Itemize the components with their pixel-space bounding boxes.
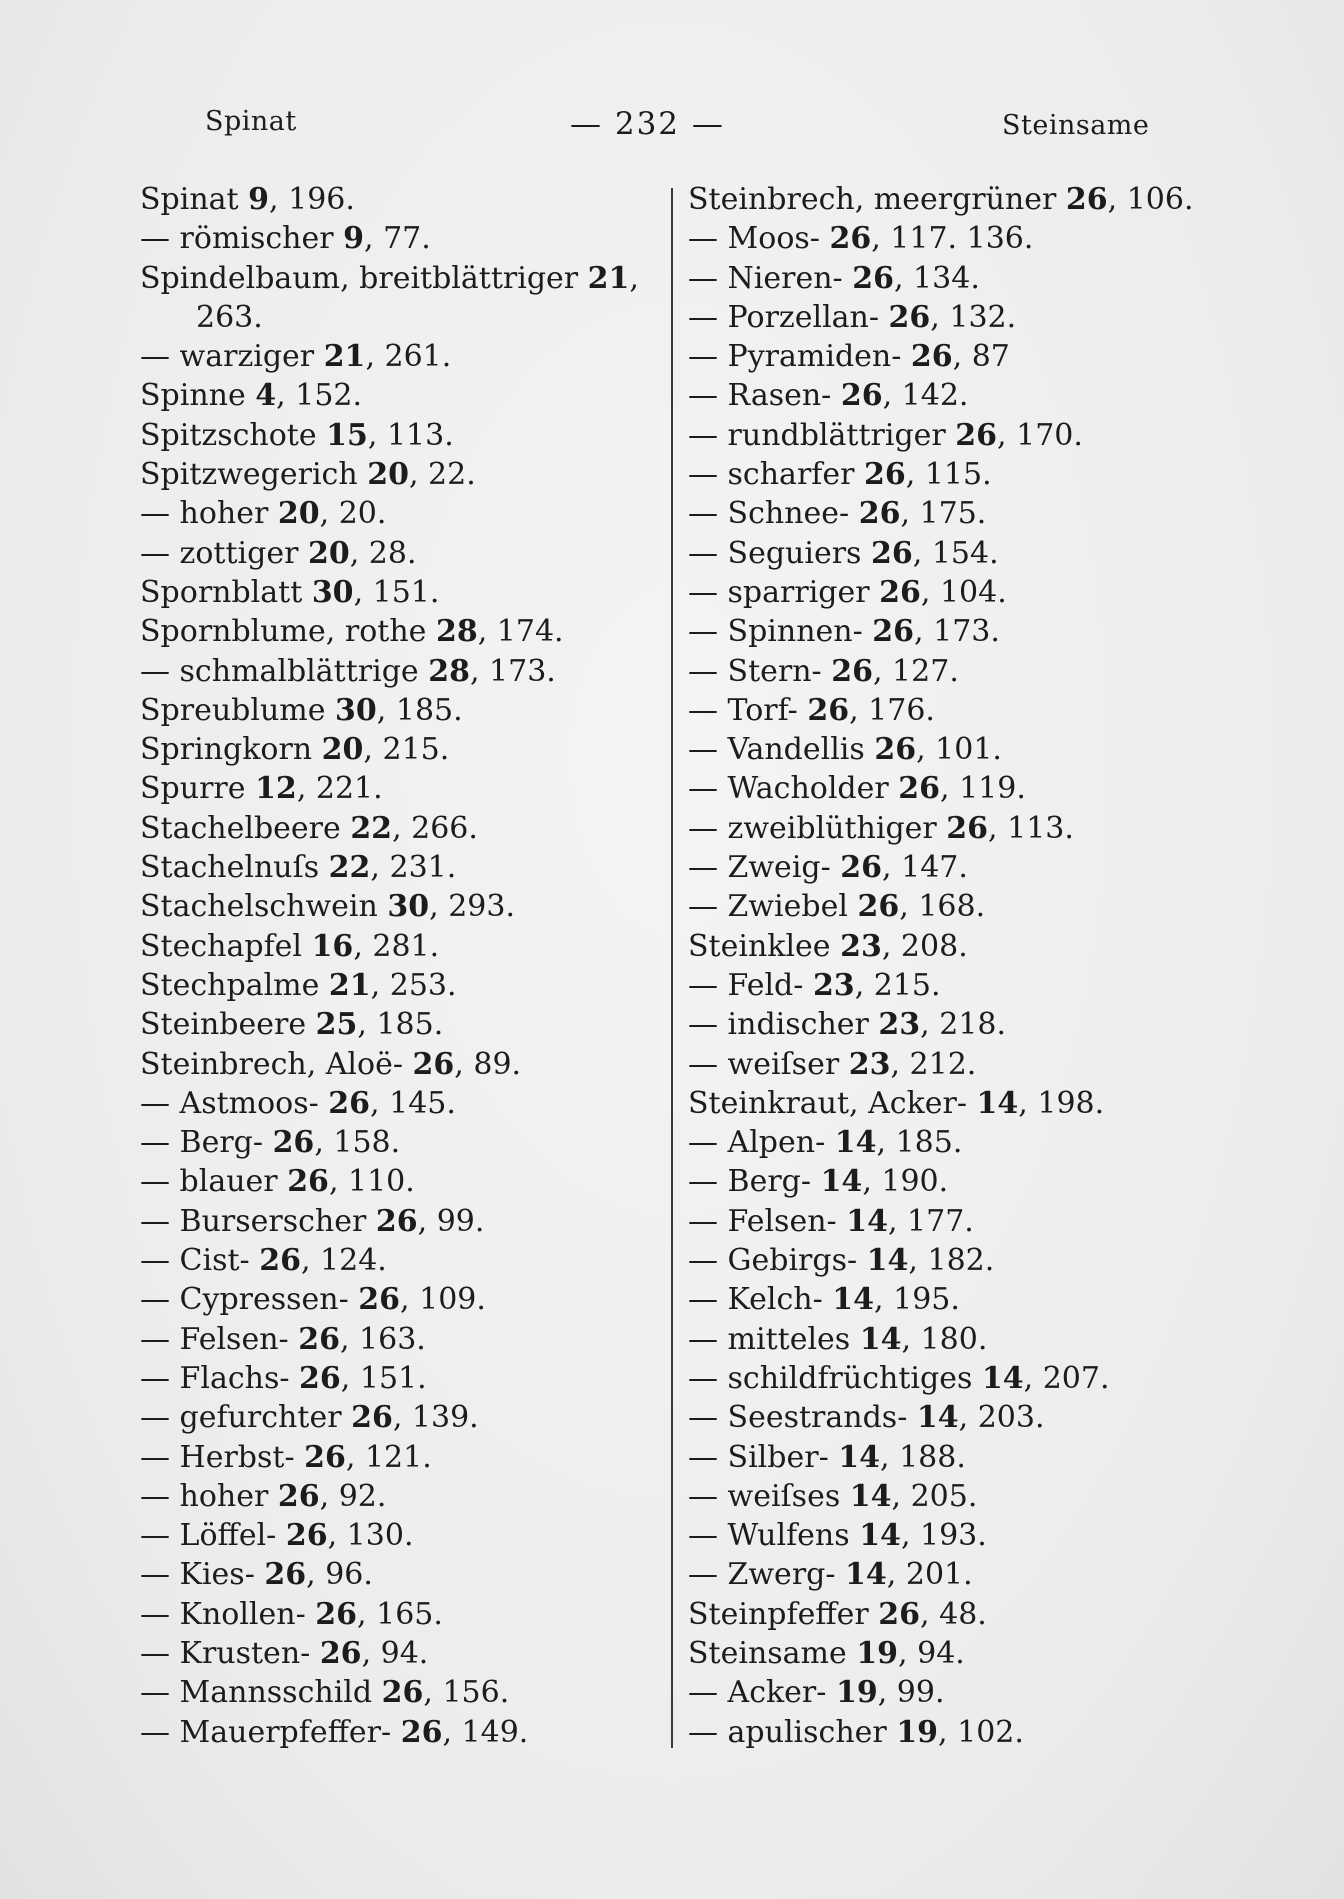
index-entry: Spurre 12, 221. (140, 771, 383, 807)
index-entry: Spitzschote 15, 113. (140, 417, 454, 453)
index-entry: — Rasen- 26, 142. (688, 378, 969, 414)
index-entry: Spornblume, rothe 28, 174. (140, 614, 564, 650)
index-entry: — Herbst- 26, 121. (140, 1439, 432, 1475)
index-entry: — Spinnen- 26, 173. (688, 614, 1000, 650)
index-entry: Spitzwegerich 20, 22. (140, 457, 476, 493)
index-entry: Spornblatt 30, 151. (140, 574, 440, 610)
index-entry: Stachelschwein 30, 293. (140, 889, 515, 925)
index-entry: Spindelbaum, breitblättriger 21, (140, 260, 639, 296)
index-entry: Spinne 4, 152. (140, 378, 363, 414)
index-entry: — Wacholder 26, 119. (688, 771, 1026, 807)
index-entry: — Silber- 14, 188. (688, 1439, 966, 1475)
index-entry: Steinsame 19, 94. (688, 1635, 965, 1671)
index-entry: Steinbeere 25, 185. (140, 1007, 444, 1043)
index-entry: — weiſser 23, 212. (688, 1046, 977, 1082)
index-entry: Stachelnuſs 22, 231. (140, 850, 457, 886)
index-entry: — hoher 20, 20. (140, 496, 387, 532)
index-entry: 263. (196, 299, 263, 335)
index-entry: — Knollen- 26, 165. (140, 1596, 443, 1632)
index-column-left (140, 180, 668, 1752)
index-entry: — Stern- 26, 127. (688, 653, 959, 689)
index-entry: Spreublume 30, 185. (140, 692, 463, 728)
index-entry: Steinkraut, Acker- 14, 198. (688, 1085, 1105, 1121)
running-head-right: Steinsame (1002, 110, 1150, 141)
index-entry: — Berg- 14, 190. (688, 1164, 949, 1200)
index-entry: — Kies- 26, 96. (140, 1557, 373, 1593)
index-entry: — Krusten- 26, 94. (140, 1635, 429, 1671)
index-entry: — römischer 9, 77. (140, 221, 431, 257)
index-entry: — Felsen- 14, 177. (688, 1203, 974, 1239)
index-entry: — Vandellis 26, 101. (688, 732, 1002, 768)
index-entry: — Nieren- 26, 134. (688, 260, 980, 296)
index-entry: Steinpfeffer 26, 48. (688, 1596, 987, 1632)
index-entry: — schildfrüchtiges 14, 207. (688, 1360, 1110, 1396)
index-entry: — mitteles 14, 180. (688, 1321, 988, 1357)
index-entry: — Feld- 23, 215. (688, 967, 941, 1003)
index-entry: — rundblättriger 26, 170. (688, 417, 1083, 453)
index-entry: — Zwiebel 26, 168. (688, 889, 986, 925)
index-column-right (688, 180, 1248, 1752)
index-entry: — Löffel- 26, 130. (140, 1518, 414, 1554)
index-entry: — zweiblüthiger 26, 113. (688, 810, 1074, 846)
index-entry: — Astmoos- 26, 145. (140, 1085, 456, 1121)
index-entry: — Zweig- 26, 147. (688, 850, 968, 886)
index-entry: Stechpalme 21, 253. (140, 967, 457, 1003)
index-entry: — blauer 26, 110. (140, 1164, 415, 1200)
index-entry: — indischer 23, 218. (688, 1007, 1007, 1043)
index-entry: — zottiger 20, 28. (140, 535, 417, 571)
index-entry: — Cist- 26, 124. (140, 1243, 387, 1279)
column-divider (671, 188, 673, 1748)
index-entry: Springkorn 20, 215. (140, 732, 450, 768)
index-entry: — Porzellan- 26, 132. (688, 299, 1017, 335)
index-entry: — Gebirgs- 14, 182. (688, 1243, 995, 1279)
index-entry: — Wulfens 14, 193. (688, 1518, 987, 1554)
running-head-left: Spinat (205, 106, 297, 137)
index-entry: — Alpen- 14, 185. (688, 1125, 963, 1161)
page-number: — 232 — (570, 106, 725, 142)
index-entry: Spinat 9, 196. (140, 182, 355, 217)
index-entry: Stechapfel 16, 281. (140, 928, 440, 964)
index-entry: — schmalblättrige 28, 173. (140, 653, 556, 689)
index-entry: Steinbrech, Aloë- 26, 89. (140, 1046, 522, 1082)
index-entry: — hoher 26, 92. (140, 1478, 387, 1514)
index-entry: — Torf- 26, 176. (688, 692, 935, 728)
index-entry: — Flachs- 26, 151. (140, 1360, 427, 1396)
index-entry: — weiſses 14, 205. (688, 1478, 978, 1514)
index-entry: Stachelbeere 22, 266. (140, 810, 478, 846)
index-entry: — scharfer 26, 115. (688, 457, 992, 493)
index-entry: — Seestrands- 14, 203. (688, 1400, 1045, 1436)
index-entry: — Cypressen- 26, 109. (140, 1282, 486, 1318)
page-header (0, 100, 1344, 150)
index-entry: — Burserscher 26, 99. (140, 1203, 485, 1239)
index-entry: Steinbrech, meergrüner 26, 106. (688, 182, 1194, 217)
index-entry: — apulischer 19, 102. (688, 1714, 1024, 1750)
index-entry: Steinklee 23, 208. (688, 928, 968, 964)
index-entry: — Schnee- 26, 175. (688, 496, 987, 532)
index-entry: — Pyramiden- 26, 87 (688, 339, 1010, 375)
index-entry: — gefurchter 26, 139. (140, 1400, 479, 1436)
index-entry: — Mannsschild 26, 156. (140, 1675, 510, 1711)
index-entry: — Felsen- 26, 163. (140, 1321, 426, 1357)
index-entry: — Seguiers 26, 154. (688, 535, 999, 571)
index-entry: — Berg- 26, 158. (140, 1125, 401, 1161)
index-entry: — Moos- 26, 117. 136. (688, 221, 1034, 257)
index-entry: — warziger 21, 261. (140, 339, 452, 375)
index-entry: — Acker- 19, 99. (688, 1675, 945, 1711)
index-entry: — sparriger 26, 104. (688, 574, 1007, 610)
index-entry: — Kelch- 14, 195. (688, 1282, 960, 1318)
index-entry: — Zwerg- 14, 201. (688, 1557, 973, 1593)
index-entry: — Mauerpfeffer- 26, 149. (140, 1714, 529, 1750)
